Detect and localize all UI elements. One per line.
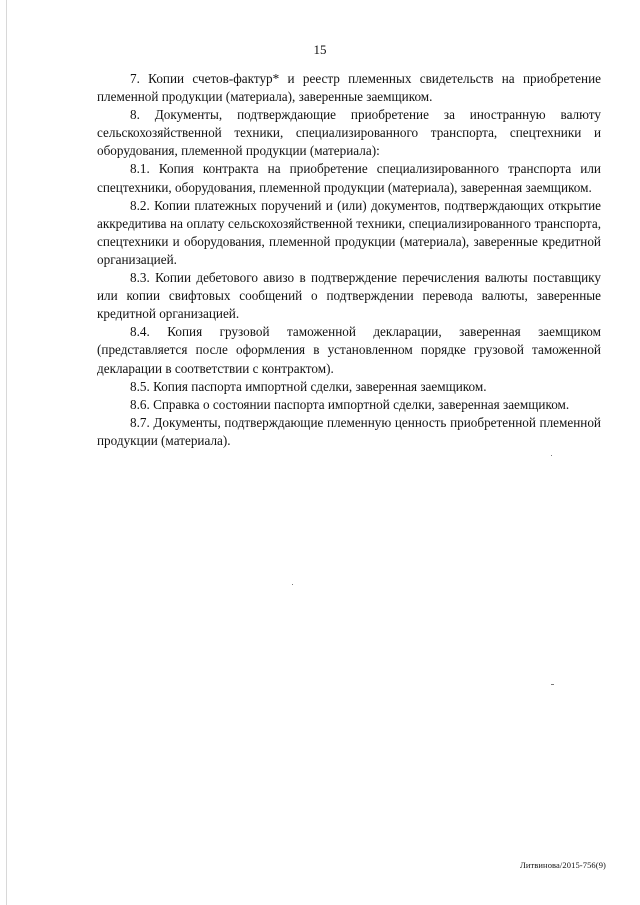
scan-speck [551, 684, 554, 685]
footer-reference: Литвинова/2015-756(9) [519, 860, 606, 870]
scan-speck [292, 584, 293, 585]
paragraph-8-3: 8.3. Копии дебетового авизо в подтверждение перечисления валюты поставщику или копии свифтовых сообщений о подтверждении перевода валюты, заверенные кредитной организацией. [97, 270, 601, 322]
scan-speck [551, 455, 552, 456]
paragraph-8: 8. Документы, подтверждающие приобретение за иностранную валюту сельскохозяйственной техники, специализированного транспорта, спецтехники и оборудования, племенной продукции (материала): [97, 107, 601, 159]
paragraph-8-5: 8.5. Копия паспорта импортной сделки, заверенная заемщиком. [130, 378, 487, 394]
paragraph-8-2: 8.2. Копии платежных поручений и (или) документов, подтверждающих открытие аккредитива на оплату сельскохозяйственной техники, специализированного транспорта, спецтехники и оборудования, племенной продукции (материала), заверенные кредитной организацией. [97, 197, 601, 267]
paragraph-7: 7. Копии счетов-фактур* и реестр племенных свидетельств на приобретение племенной продукции (материала), заверенные заемщиком. [97, 71, 601, 105]
page-number: 15 [313, 42, 327, 57]
paragraph-8-4: 8.4. Копия грузовой таможенной декларации, заверенная заемщиком (представляется после оформления в установленном порядке грузовой таможенной декларации в соответствии с контрактом). [97, 324, 601, 376]
scan-edge-line [6, 0, 7, 905]
paragraph-8-1: 8.1. Копия контракта на приобретение специализированного транспорта или спецтехники, оборудования, племенной продукции (материала), заверенная заемщиком. [97, 161, 601, 195]
document-body [97, 70, 601, 450]
paragraph-8-6: 8.6. Справка о состоянии паспорта импортной сделки, заверенная заемщиком. [130, 396, 570, 412]
paragraph-8-7: 8.7. Документы, подтверждающие племенную ценность приобретенной племенной продукции (материала). [97, 414, 601, 448]
